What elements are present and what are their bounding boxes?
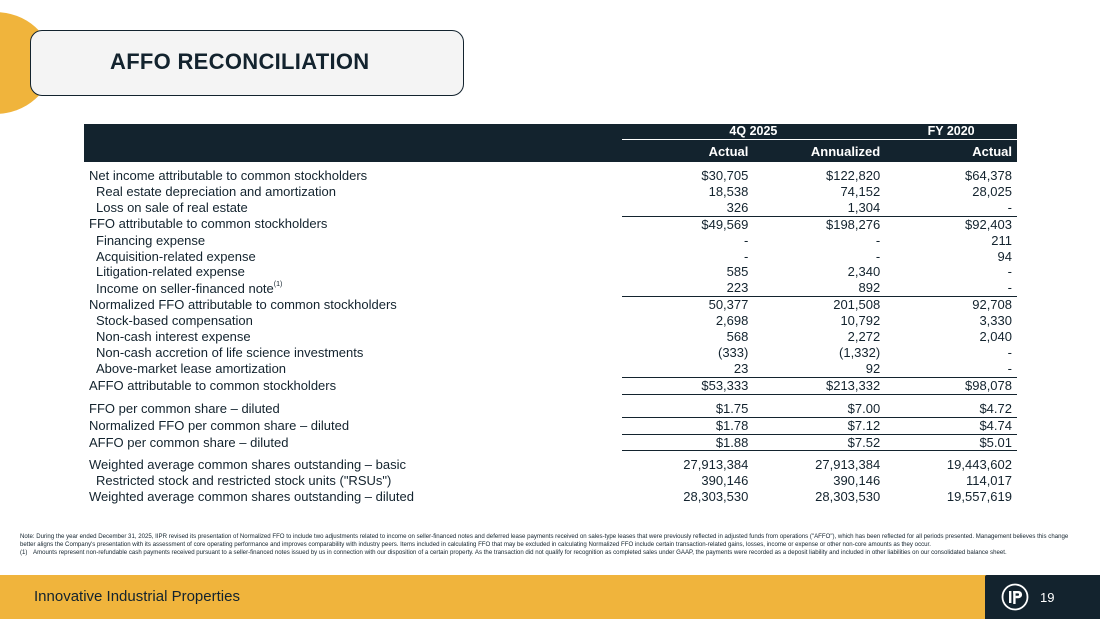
table-row <box>84 184 1017 200</box>
cell-annualized: 28,303,530 <box>815 489 881 505</box>
cell-4q-actual: $49,569 <box>701 216 749 232</box>
cell-fy-actual: 19,557,619 <box>946 489 1012 505</box>
table-row <box>84 168 1017 184</box>
table-row <box>84 401 1017 417</box>
cell-annualized: 10,792 <box>840 313 881 329</box>
cell-annualized: 390,146 <box>833 473 881 489</box>
cell-fy-actual: - <box>885 361 1017 377</box>
page-number: 19 <box>1040 590 1055 605</box>
table-row <box>84 417 1017 434</box>
reconciliation-table-wrapper <box>84 124 1017 505</box>
table-row <box>84 434 1017 451</box>
cell-4q-actual: 23 <box>622 361 754 377</box>
table-row <box>84 233 1017 249</box>
cell-annualized: 892 <box>753 280 885 296</box>
row-label: AFFO per common share – diluted <box>89 434 289 450</box>
cell-fy-actual: 2,040 <box>979 329 1012 345</box>
table-row <box>84 473 1017 489</box>
table-row <box>84 313 1017 329</box>
row-label-text: Income on seller-financed note <box>96 280 274 296</box>
subheader-actual-fy: Actual <box>885 140 1017 163</box>
cell-4q-actual: 50,377 <box>708 297 749 313</box>
cell-fy-actual: $5.01 <box>885 434 1017 451</box>
cell-4q-actual: - <box>744 248 749 264</box>
cell-fy-actual: - <box>1007 344 1012 360</box>
footnote-text: Amounts represent non-refundable cash payments received pursuant to a seller-financed notes issued by us in connection with our disposition of a certain property. As the transaction did not qualify for recognition as completed sales under GAAP, the payments were recorded as a deposit liability and included in other liabilities on our consolidated balance sheet. <box>33 549 1007 556</box>
cell-4q-actual: (333) <box>718 344 749 360</box>
subheader-actual-4q: Actual <box>622 140 754 163</box>
cell-4q-actual: 223 <box>622 280 754 296</box>
header-fy-2020: FY 2020 <box>885 124 1017 140</box>
row-label: Non-cash interest expense <box>96 329 251 345</box>
cell-4q-actual: $1.78 <box>622 417 754 434</box>
row-label: Restricted stock and restricted stock units ("RSUs") <box>96 473 392 489</box>
cell-annualized: 92 <box>753 361 885 377</box>
cell-annualized: - <box>875 232 881 248</box>
iip-logo-icon <box>1001 583 1029 611</box>
cell-4q-actual: 326 <box>622 200 754 216</box>
subheader-annualized: Annualized <box>753 140 885 163</box>
row-label: Net income attributable to common stockholders <box>89 168 368 183</box>
row-label: Loss on sale of real estate <box>96 200 248 216</box>
row-label: AFFO attributable to common stockholders <box>89 377 337 393</box>
table-row <box>84 297 1017 313</box>
cell-annualized: 27,913,384 <box>815 457 881 473</box>
cell-fy-actual: $98,078 <box>885 377 1017 394</box>
cell-4q-actual: 18,538 <box>708 183 749 199</box>
table-row <box>84 216 1017 232</box>
cell-fy-actual: 211 <box>991 232 1012 248</box>
cell-fy-actual: 3,330 <box>979 313 1012 329</box>
cell-4q-actual: 2,698 <box>715 313 749 329</box>
row-label: Financing expense <box>96 232 206 248</box>
row-label <box>84 280 622 296</box>
cell-4q-actual: 27,913,384 <box>683 457 749 473</box>
table-row <box>84 457 1017 473</box>
table-row <box>84 280 1017 296</box>
row-label: Normalized FFO per common share – diluted <box>89 417 350 433</box>
footnote-1 <box>20 549 1082 557</box>
footnotes <box>20 533 1082 557</box>
row-label: Non-cash accretion of life science investments <box>96 344 364 360</box>
cell-annualized: 2,272 <box>847 329 881 345</box>
cell-4q-actual: 568 <box>726 329 749 345</box>
footnote-key: (1) <box>20 549 28 556</box>
cell-4q-actual: $1.88 <box>622 434 754 451</box>
cell-annualized: 2,340 <box>847 264 881 280</box>
cell-fy-actual: 92,708 <box>972 297 1012 313</box>
cell-4q-actual: 28,303,530 <box>683 489 749 505</box>
row-label: FFO attributable to common stockholders <box>89 216 328 232</box>
cell-fy-actual: - <box>885 280 1017 296</box>
cell-4q-actual: 390,146 <box>701 473 749 489</box>
table-row <box>84 264 1017 280</box>
header-4q-2025: 4Q 2025 <box>622 124 886 140</box>
cell-fy-actual: 19,443,602 <box>946 457 1012 473</box>
cell-4q-actual: 585 <box>726 264 749 280</box>
cell-fy-actual: $64,378 <box>965 168 1012 183</box>
cell-4q-actual: $1.75 <box>622 401 754 417</box>
row-label: Normalized FFO attributable to common stockholders <box>89 297 397 312</box>
cell-fy-actual: - <box>885 200 1017 216</box>
row-label: Litigation-related expense <box>96 264 245 280</box>
cell-annualized: 201,508 <box>833 297 881 313</box>
table-row <box>84 361 1017 377</box>
cell-annualized: - <box>875 248 881 264</box>
reconciliation-table <box>84 124 1017 505</box>
row-label: Above-market lease amortization <box>96 361 287 377</box>
cell-annualized: $122,820 <box>825 168 881 183</box>
row-label: Weighted average common shares outstanding – basic <box>89 457 407 473</box>
cell-4q-actual: $53,333 <box>622 377 754 394</box>
table-row <box>84 249 1017 265</box>
cell-fy-actual: 28,025 <box>972 183 1012 199</box>
cell-annualized: (1,332) <box>839 344 881 360</box>
row-label: FFO per common share – diluted <box>89 400 280 416</box>
table-row <box>84 329 1017 345</box>
cell-annualized: $7.00 <box>753 401 885 417</box>
cell-annualized: 1,304 <box>753 200 885 216</box>
cell-annualized: $7.52 <box>753 434 885 451</box>
cell-fy-actual: $92,403 <box>965 216 1012 232</box>
cell-fy-actual: $4.74 <box>885 417 1017 434</box>
table-row <box>84 489 1017 505</box>
subheader-blank <box>84 140 622 163</box>
row-label: Real estate depreciation and amortization <box>96 183 336 199</box>
row-label: Acquisition-related expense <box>96 248 256 264</box>
company-name: Innovative Industrial Properties <box>34 588 240 605</box>
table-row <box>84 345 1017 361</box>
cell-4q-actual: $30,705 <box>701 168 749 183</box>
cell-fy-actual: 114,017 <box>965 473 1012 489</box>
cell-4q-actual: - <box>744 232 749 248</box>
cell-fy-actual: - <box>1007 264 1012 280</box>
cell-fy-actual: $4.72 <box>885 401 1017 417</box>
row-label: Weighted average common shares outstanding – diluted <box>89 489 414 505</box>
cell-annualized: $7.12 <box>753 417 885 434</box>
row-label: Stock-based compensation <box>96 313 253 329</box>
cell-fy-actual: 94 <box>997 248 1012 264</box>
page-title: AFFO RECONCILIATION <box>110 49 370 74</box>
footnote-ref: (1) <box>273 280 283 288</box>
note-text: Note: During the year ended December 31, 2025, IIPR revised its presentation of Normalized FFO to include two adjustments related to income on seller-financed notes and deferred lease payments received on sales-type leases that were previously reflected in adjusted funds from operations ("AFFO"), which has been reflected for all periods presented. Management believes this change better aligns the Company's presentation with its assessment of core operating performance and improves comparability with industry peers. Items included in calculating FFO that may be excluded in calculating Normalized FFO include certain transaction-related gains, losses, income or expense or other non-core amounts as they occur. <box>20 533 1069 548</box>
cell-annualized: $213,332 <box>753 377 885 394</box>
cell-annualized: 74,152 <box>840 183 881 199</box>
cell-annualized: $198,276 <box>825 216 881 232</box>
header-blank <box>84 124 622 140</box>
table-row <box>84 200 1017 216</box>
table-row <box>84 377 1017 394</box>
